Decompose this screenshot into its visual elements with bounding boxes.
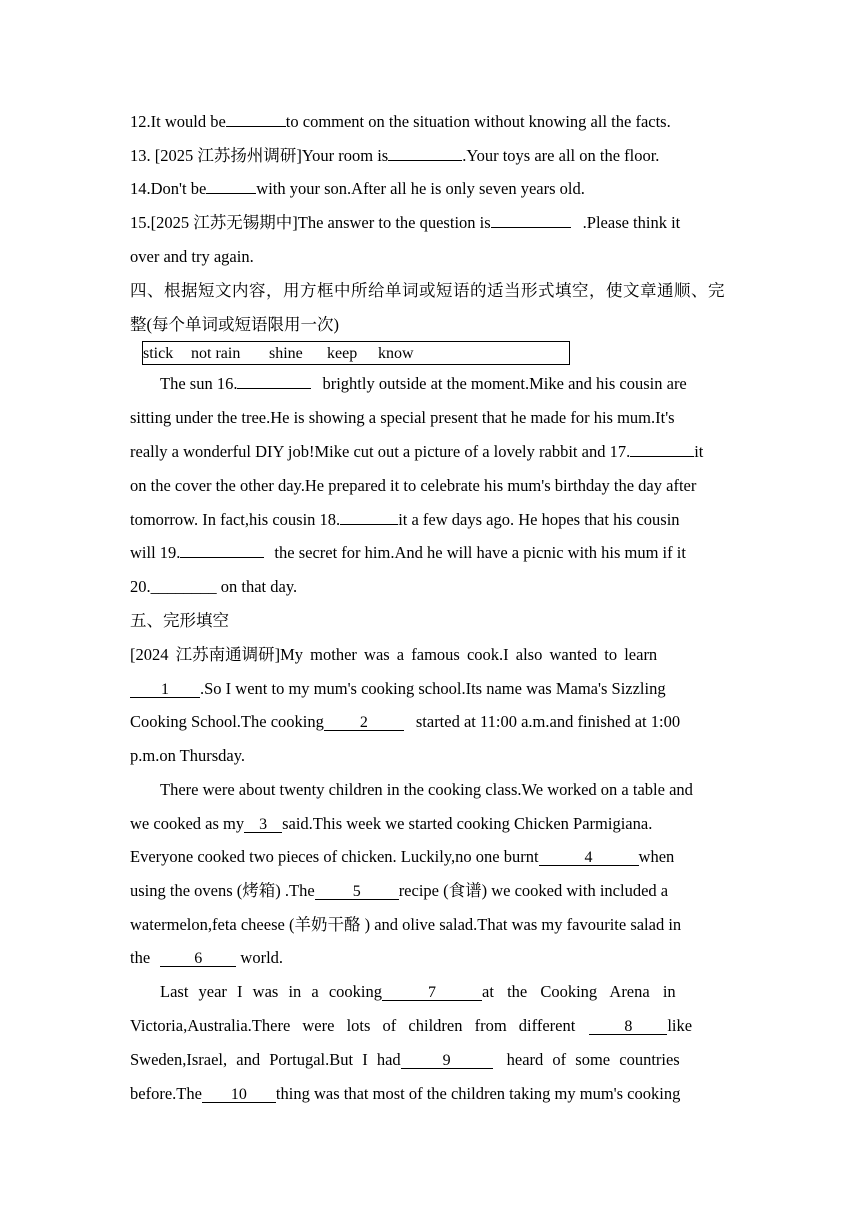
p5-text: using the ovens (烤箱) .The [130,881,315,900]
word-bank-item: shine [269,345,303,362]
cloze-blank-4[interactable]: 4 [539,851,639,866]
p5-text: Sweden,Israel, and Portugal.But I had [130,1050,401,1069]
cloze-blank-3[interactable]: 3 [244,818,282,833]
p5-text: said.This week we started cooking Chicken Parmigiana. [282,814,653,833]
word-bank-item: know [378,345,414,362]
p5-text: Victoria,Australia.There were lots of children from different [130,1016,576,1035]
passage4-line-1 [130,374,732,394]
blank-17[interactable] [630,442,694,457]
p5-text: .So I went to my mum's cooking school.Its name was Mama's Sizzling [200,679,666,698]
p4-text: really a wonderful DIY job!Mike cut out a picture of a lovely rabbit and 17. [130,442,631,461]
cloze-blank-8[interactable]: 8 [589,1020,667,1035]
q15-blank[interactable] [491,213,571,228]
p4-text: tomorrow. In fact,his cousin 18. [130,510,341,529]
cloze-blank-6[interactable]: 6 [160,952,236,967]
passage4-line-7 [130,577,732,597]
passage5-line-4: p.m.on Thursday. [130,746,246,765]
passage5-line-7 [130,847,732,867]
passage5-line-8 [130,881,732,901]
cloze-blank-10[interactable]: 10 [202,1088,276,1103]
p5-text: when [638,847,675,866]
blank-20[interactable]: 20.________ [130,577,217,596]
p4-text: brightly outside at the moment.Mike and his cousin are [322,374,687,393]
passage5-line-6 [130,814,732,834]
p5-text: Cooking School.The cooking [130,712,324,731]
passage5-line-12 [130,1016,732,1036]
p5-text: heard of some countries [506,1050,680,1069]
cloze-blank-5[interactable]: 5 [315,885,399,900]
passage5-line-1: [2024 江苏南通调研]My mother was a famous cook.I also wanted to learn [130,645,658,664]
p4-text: will 19. [130,543,181,562]
q13-blank[interactable] [388,146,462,161]
q15-text-after: .Please think it [582,213,681,232]
p5-text: thing was that most of the children taking my mum's cooking [275,1084,681,1103]
question-15 [130,213,732,233]
p5-text: Last year I was in a cooking [160,982,383,1001]
q12-text-after: to comment on the situation without knowing all the facts. [285,112,671,131]
section-5-title: 五、完形填空 [130,611,229,630]
p5-text: There were about twenty children in the cooking class.We worked on a table and [160,780,693,799]
p5-text: world. [240,948,284,967]
p5-text: started at 11:00 a.m.and finished at 1:00 [415,712,681,731]
q14-text-after: with your son.After all he is only seven years old. [256,179,585,198]
passage4-line-4: on the cover the other day.He prepared it to celebrate his mum's birthday the day after [130,476,697,495]
passage5-line-2 [130,679,732,699]
question-13 [130,146,732,166]
p5-text: at the Cooking Arena in [482,982,676,1001]
p4-text: on that day. [220,577,298,596]
p5-text: we cooked as my [130,814,245,833]
p4-text: The sun 16. [160,374,238,393]
p5-text: the [130,948,151,967]
section-4-title-continued: 整(每个单词或短语限用一次) [130,315,339,334]
p4-text: the secret for him.And he will have a picnic with his mum if it [274,543,686,562]
word-bank-item: not rain [191,345,241,362]
word-bank-item: stick [143,345,174,362]
q15-text-before: 15.[2025 江苏无锡期中]The answer to the question is [130,213,491,232]
word-bank-box [142,341,570,365]
question-15-continued: over and try again. [130,247,254,266]
passage5-line-11 [130,982,732,1002]
cloze-blank-9[interactable]: 9 [401,1054,493,1069]
question-12 [130,112,732,132]
blank-19[interactable] [180,543,264,558]
passage4-line-2: sitting under the tree.He is showing a special present that he made for his mum.It's [130,408,675,427]
section-4-title: 四、根据短文内容，用方框中所给单词或短语的适当形式填空，使文章通顺、完 [130,281,725,300]
passage5-line-13 [130,1050,732,1070]
p5-text: recipe (食谱) we cooked with included a [398,881,669,900]
blank-18[interactable] [340,510,398,525]
passage5-line-14 [130,1084,732,1104]
question-14 [130,179,732,199]
p5-text: before.The [130,1084,202,1103]
cloze-blank-1[interactable]: 1 [130,683,200,698]
blank-16[interactable] [237,374,311,389]
p5-text: like [667,1016,693,1035]
q12-text-before: 12.It would be [130,112,226,131]
passage5-line-5 [130,780,732,800]
word-bank-item: keep [327,345,358,362]
passage5-line-10 [130,948,732,968]
q14-blank[interactable] [206,179,256,194]
passage4-line-3 [130,442,732,462]
q13-dot: . [462,146,467,165]
passage5-line-3 [130,712,732,732]
p4-text: it [694,442,704,461]
q12-blank[interactable] [226,112,286,127]
cloze-blank-2[interactable]: 2 [324,716,404,731]
passage5-line-9: watermelon,feta cheese (羊奶干酪 ) and olive salad.That was my favourite salad in [130,915,682,934]
q14-text-before: 14.Don't be [130,179,207,198]
p4-text: it a few days ago. He hopes that his cousin [398,510,680,529]
passage4-line-5 [130,510,732,530]
q13-text-after: Your toys are all on the floor. [466,146,660,165]
cloze-blank-7[interactable]: 7 [382,986,482,1001]
passage4-line-6 [130,543,732,563]
q13-text-before: 13. [2025 江苏扬州调研]Your room is [130,146,389,165]
p5-text: Everyone cooked two pieces of chicken. Luckily,no one burnt [130,847,539,866]
